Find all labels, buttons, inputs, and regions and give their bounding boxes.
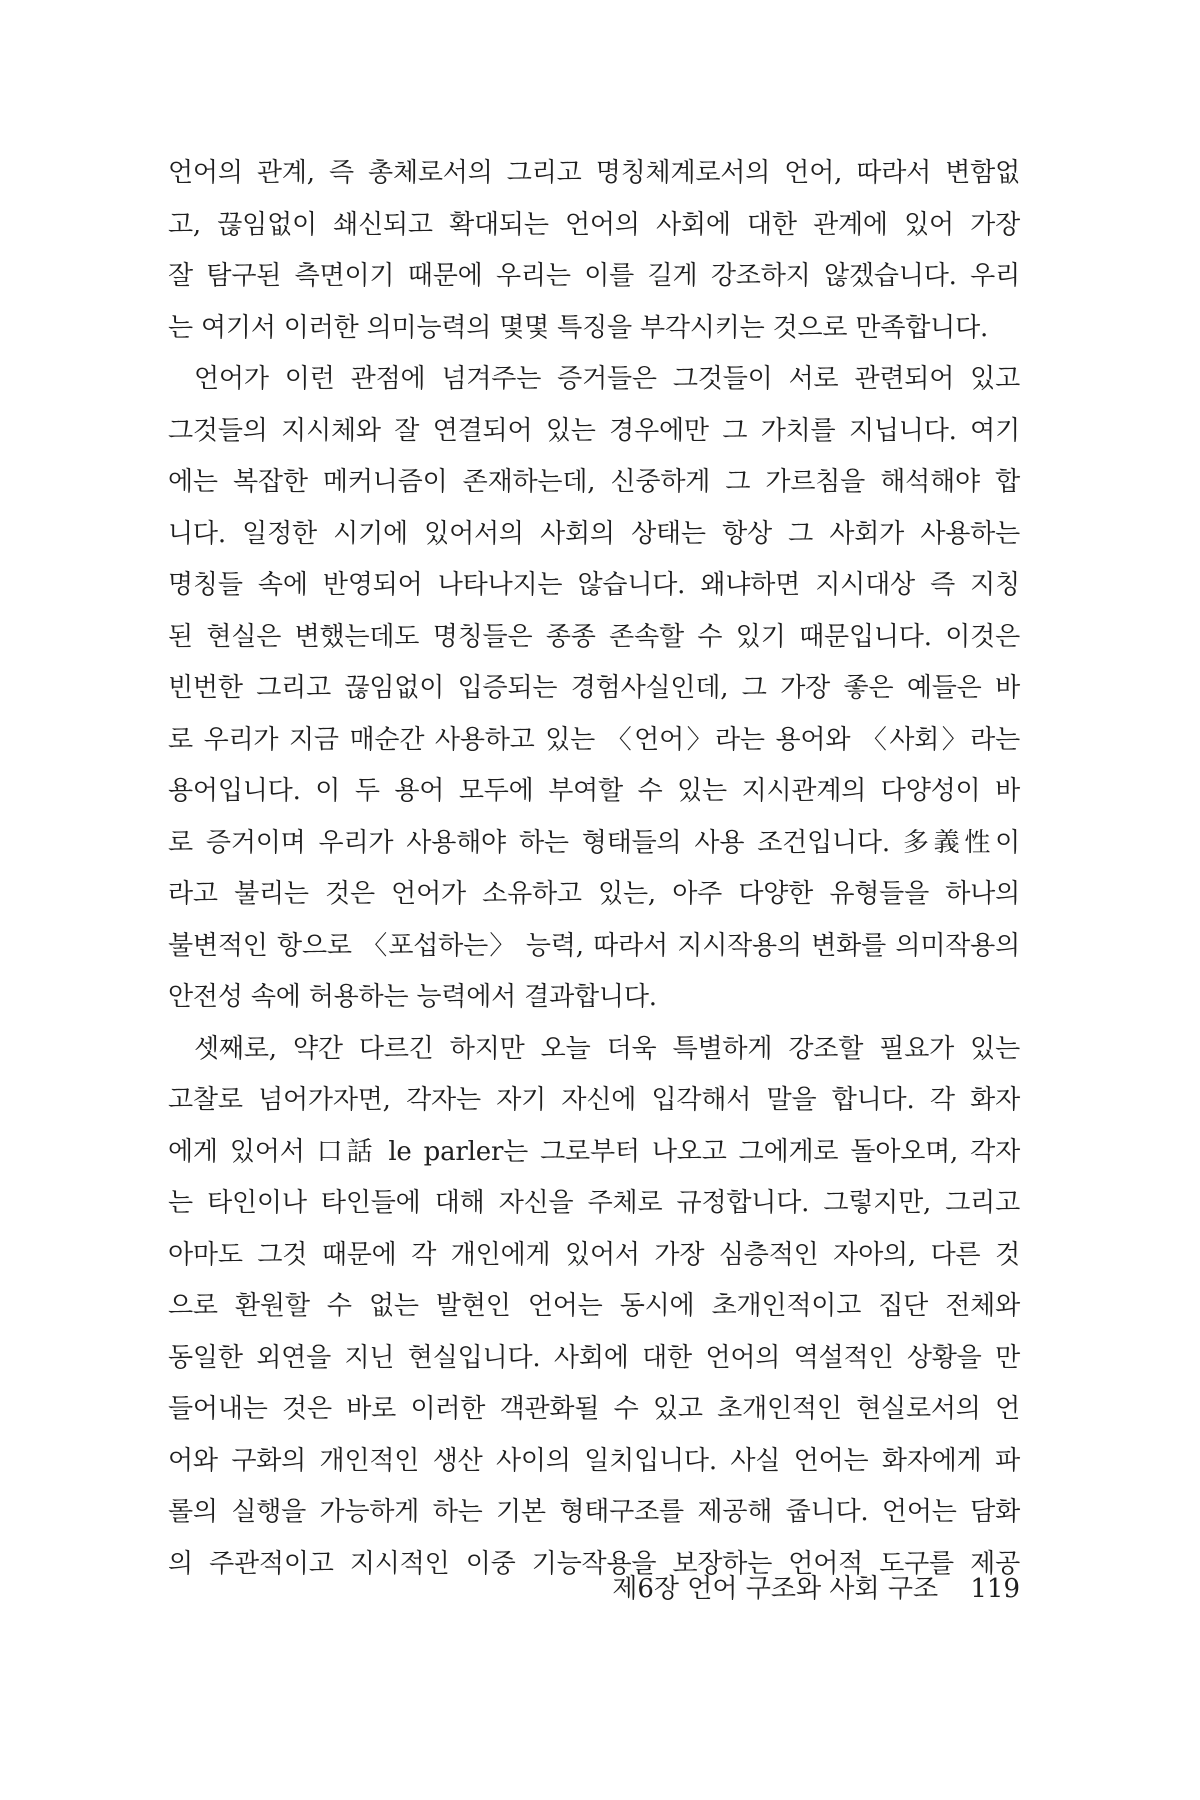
text-line: 롤의 실행을 가능하게 하는 기본 형태구조를 제공해 줍니다. 언어는 담화 [168, 1497, 1020, 1527]
text-line: 된 현실은 변했는데도 명칭들은 종종 존속할 수 있기 때문입니다. 이것은 [168, 621, 1020, 652]
page-number: 119 [970, 1574, 1020, 1604]
text-line: 으로 환원할 수 없는 발현인 언어는 동시에 초개인적이고 집단 전체와 [168, 1291, 1020, 1321]
text-line: 그것들의 지시체와 잘 연결되어 있는 경우에만 그 가치를 지닙니다. 여기 [168, 415, 1020, 446]
text-line: 로 우리가 지금 매순간 사용하고 있는 〈언어〉라는 용어와 〈사회〉라는 [168, 724, 1020, 755]
text-line: 는 타인이나 타인들에 대해 자신을 주체로 규정합니다. 그렇지만, 그리고 [168, 1188, 1020, 1218]
text-line: 안전성 속에 허용하는 능력에서 결과합니다. [168, 982, 657, 1012]
text-line: 에게 있어서 口話 le parler는 그로부터 나오고 그에게로 돌아오며, 각자 [168, 1136, 1020, 1167]
text-line: 들어내는 것은 바로 이러한 객관화될 수 있고 초개인적인 현실로서의 언 [168, 1394, 1020, 1424]
running-footer-chapter-title: 제6장 언어 구조와 사회 구조 [612, 1574, 939, 1604]
text-line: 에는 복잡한 메커니즘이 존재하는데, 신중하게 그 가르침을 해석해야 합 [168, 467, 1020, 497]
text-line: 불변적인 항으로 〈포섭하는〉 능력, 따라서 지시작용의 변화를 의미작용의 [168, 930, 1020, 961]
text-line: 로 증거이며 우리가 사용해야 하는 형태들의 사용 조건입니다. 多義性이 [168, 827, 1020, 858]
text-line: 의 주관적이고 지시적인 이중 기능작용을 보장하는 언어적 도구를 제공 [168, 1548, 1020, 1579]
text-line: 용어입니다. 이 두 용어 모두에 부여할 수 있는 지시관계의 다양성이 바 [168, 776, 1020, 806]
text-line: 니다. 일정한 시기에 있어서의 사회의 상태는 항상 그 사회가 사용하는 [168, 518, 1020, 549]
text-line: 어와 구화의 개인적인 생산 사이의 일치입니다. 사실 언어는 화자에게 파 [168, 1445, 1020, 1476]
text-line: 명칭들 속에 반영되어 나타나지는 않습니다. 왜냐하면 지시대상 즉 지칭 [168, 570, 1020, 600]
text-line: 아마도 그것 때문에 각 개인에게 있어서 가장 심층적인 자아의, 다른 것 [168, 1239, 1020, 1270]
text-line: 잘 탐구된 측면이기 때문에 우리는 이를 길게 강조하지 않겠습니다. 우리 [168, 261, 1020, 291]
text-line: 는 여기서 이러한 의미능력의 몇몇 특징을 부각시키는 것으로 만족합니다. [168, 312, 989, 343]
text-line: 셋째로, 약간 다르긴 하지만 오늘 더욱 특별하게 강조할 필요가 있는 [194, 1033, 1020, 1064]
text-line: 라고 불리는 것은 언어가 소유하고 있는, 아주 다양한 유형들을 하나의 [168, 879, 1020, 909]
text-line: 언어의 관계, 즉 총체로서의 그리고 명칭체계로서의 언어, 따라서 변함없 [168, 158, 1020, 188]
text-line: 고, 끊임없이 쇄신되고 확대되는 언어의 사회에 대한 관계에 있어 가장 [168, 209, 1020, 240]
text-line: 고찰로 넘어가자면, 각자는 자기 자신에 입각해서 말을 합니다. 각 화자 [168, 1085, 1020, 1115]
page-footer [612, 1568, 1020, 1605]
text-line: 빈번한 그리고 끊임없이 입증되는 경험사실인데, 그 가장 좋은 예들은 바 [168, 673, 1020, 703]
text-line: 언어가 이런 관점에 넘겨주는 증거들은 그것들이 서로 관련되어 있고 [194, 364, 1020, 394]
text-line: 동일한 외연을 지닌 현실입니다. 사회에 대한 언어의 역설적인 상황을 만 [168, 1342, 1020, 1373]
body-text [168, 148, 1020, 1590]
